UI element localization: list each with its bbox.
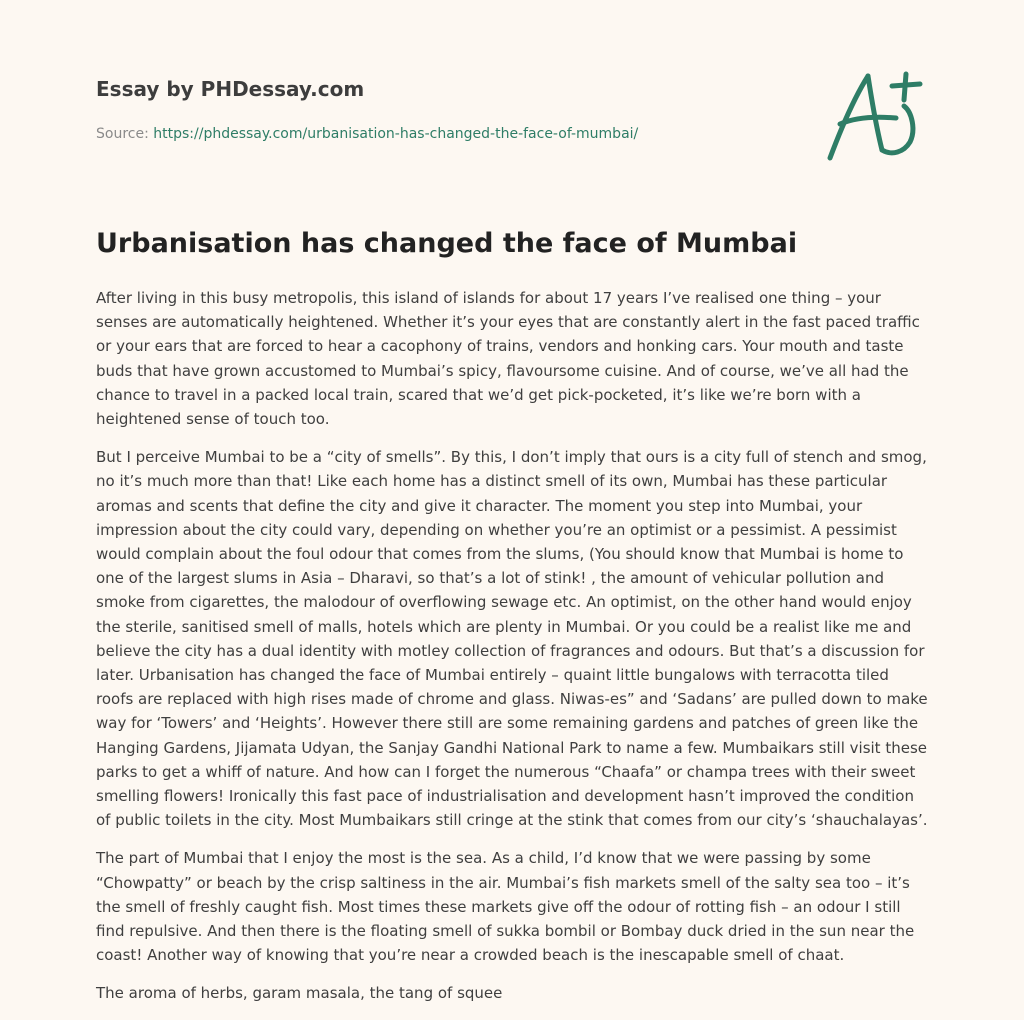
source-link[interactable]: https://phdessay.com/urbanisation-has-changed-the-face-of-mumbai/: [153, 126, 639, 142]
essay-paragraph: But I perceive Mumbai to be a “city of smells”. By this, I don’t imply that ours is a city full of stench and smog, no it’s much more than that! Like each home has a distinct smell of its own, Mumbai has these particular aromas and scents that define the city and give it character. The moment you step into Mumbai, your impression about the city could vary, depending on whether you’re an optimist or a pessimist. A pessimist would complain about the foul odour that comes from the slums, (You should know that Mumbai is home to one of the largest slums in Asia – Dharavi, so that’s a lot of stink! , the amount of vehicular pollution and smoke from cigarettes, the malodour of overflowing sewage etc. An optimist, on the other hand would enjoy the sterile, sanitised smell of malls, hotels which are plenty in Mumbai. Or you could be a realist like me and believe the city has a dual identity with motley collection of fragrances and odours. But that’s a discussion for later. Urbanisation has changed the face of Mumbai entirely – quaint little bungalows with terracotta tiled roofs are replaced with high rises made of chrome and glass. Niwas-es” and ‘Sadans’ are pulled down to make way for ‘Towers’ and ‘Heights’. However there still are some remaining gardens and patches of green like the Hanging Gardens, Jijamata Udyan, the Sanjay Gandhi National Park to name a few. Mumbaikars still visit these parks to get a whiff of nature. And how can I forget the numerous “Chaafa” or champa trees with their sweet smelling flowers! Ironically this fast pace of industrialisation and development hasn’t improved the condition of public toilets in the city. Most Mumbaikars still cringe at the stink that comes from our city’s ‘shauchalayas’.: [96, 448, 928, 830]
a-plus-grade-icon: [820, 66, 930, 166]
essay-paragraph: The part of Mumbai that I enjoy the most is the sea. As a child, I’d know that we were passing by some “Chowpatty” or beach by the crisp saltiness in the air. Mumbai’s fish markets smell of the salty sea too – it’s the smell of freshly caught fish. Most times these markets give off the odour of rotting fish – an odour I still find repulsive. And then there is the floating smell of sukka bombil or Bombay duck dried in the sun near the coast! Another way of knowing that you’re near a crowded beach is the inescapable smell of chaat.: [96, 849, 915, 965]
brand-title: Essay by PHDessay.com: [96, 77, 365, 101]
source-label: Source:: [96, 126, 149, 142]
page-header: [96, 74, 796, 144]
essay-paragraph: After living in this busy metropolis, this island of islands for about 17 years I’ve realised one thing – your senses are automatically heightened. Whether it’s your eyes that are constantly alert in the fast paced traffic or your ears that are forced to hear a cacophony of trains, vendors and honking cars. Your mouth and taste buds that have grown accustomed to Mumbai’s spicy, flavoursome cuisine. And of course, we’ve all had the chance to travel in a packed local train, scared that we’d get pick-pocketed, it’s like we’re born with a heightened sense of touch too.: [96, 289, 920, 429]
essay-body: [96, 286, 928, 1020]
source-line: [96, 124, 796, 144]
essay-paragraph: The aroma of herbs, garam masala, the tang of squee: [96, 984, 503, 1003]
essay-title: Urbanisation has changed the face of Mumbai: [96, 228, 798, 259]
